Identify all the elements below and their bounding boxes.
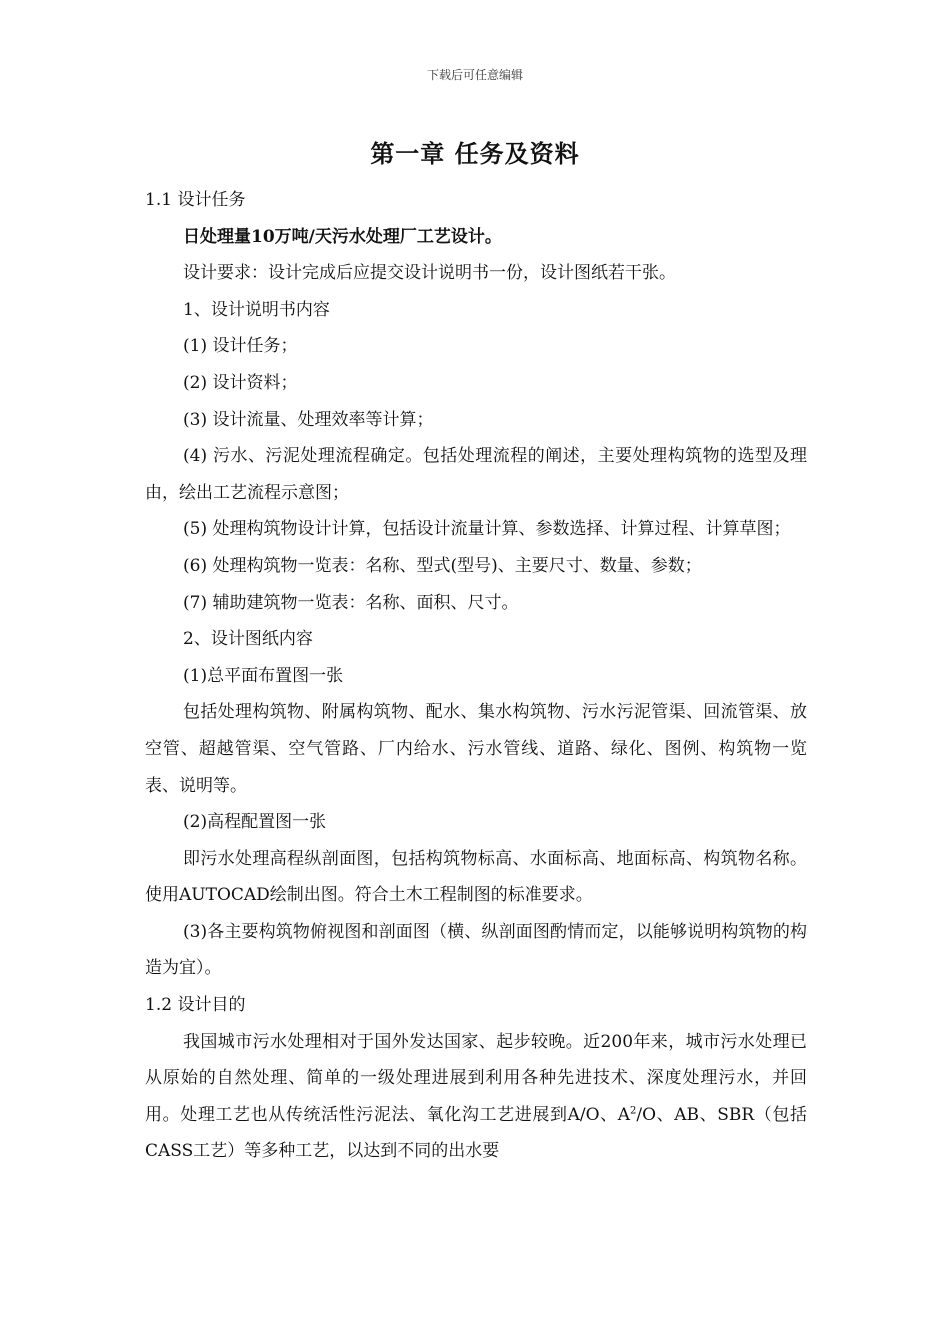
page-header: 下载后可任意编辑	[426, 68, 523, 82]
manual-item-6: (6) 处理构筑物一览表：名称、型式(型号)、主要尺寸、数量、参数；	[183, 555, 702, 576]
purpose-text-a: 我国城市污水处理相对于国外发达国家、起步较晚。近200年来，城市污水处理已从原始的自然处理、简单的一级处理进展到利用各种先进技术、深度处理污水，并回用。处理工艺也从传统活性污泥法、氧化沟工艺进展到A/O、A	[145, 1031, 807, 1125]
manual-item-4: (4) 污水、污泥处理流程确定。包括处理流程的阐述，主要处理构筑物的选型及理由，绘出工艺流程示意图；	[145, 446, 807, 503]
drawing-item-3: (3)各主要构筑物俯视图和剖面图（横、纵剖面图酌情而定，以能够说明构筑物的构造为宜）。	[145, 921, 807, 979]
section-heading-1-1: 1.1 设计任务	[145, 190, 246, 210]
section-heading-1-2: 1.2 设计目的	[145, 995, 246, 1016]
design-purpose-paragraph	[145, 1024, 807, 1170]
drawing-item-2: (2)高程配置图一张	[183, 812, 327, 833]
manual-contents-heading: 1、设计说明书内容	[183, 299, 330, 320]
drawing-item-1: (1)总平面布置图一张	[183, 665, 344, 686]
manual-item-1: (1) 设计任务；	[183, 336, 298, 357]
drawing-item-2-text: 即污水处理高程纵剖面图，包括构筑物标高、水面标高、地面标高、构筑物名称。使用AUTOCAD绘制出图。符合土木工程制图的标准要求。	[145, 848, 807, 906]
manual-item-7: (7) 辅助建筑物一览表：名称、面积、尺寸。	[183, 592, 519, 613]
purpose-text-b: /O、AB、SBR（包括CASS工艺）等多种工艺，以达到不同的出水要	[145, 1104, 807, 1162]
drawing-contents-heading: 2、设计图纸内容	[183, 629, 313, 650]
design-task: 日处理量10万吨/天污水处理厂工艺设计。	[183, 226, 502, 247]
purpose-superscript: 2	[630, 1105, 637, 1117]
design-requirement: 设计要求：设计完成后应提交设计说明书一份，设计图纸若干张。	[183, 263, 676, 284]
manual-item-2: (2) 设计资料；	[183, 372, 298, 393]
manual-item-5: (5) 处理构筑物设计计算，包括设计流量计算、参数选择、计算过程、计算草图；	[183, 519, 791, 540]
manual-item-3: (3) 设计流量、处理效率等计算；	[183, 409, 434, 430]
document-body	[145, 182, 807, 1170]
drawing-item-1-text: 包括处理构筑物、附属构筑物、配水、集水构筑物、污水污泥管渠、回流管渠、放空管、超越管渠、空气管路、厂内给水、污水管线、道路、绿化、图例、构筑物一览表、说明等。	[145, 702, 807, 796]
chapter-title: 第一章 任务及资料	[370, 139, 580, 168]
